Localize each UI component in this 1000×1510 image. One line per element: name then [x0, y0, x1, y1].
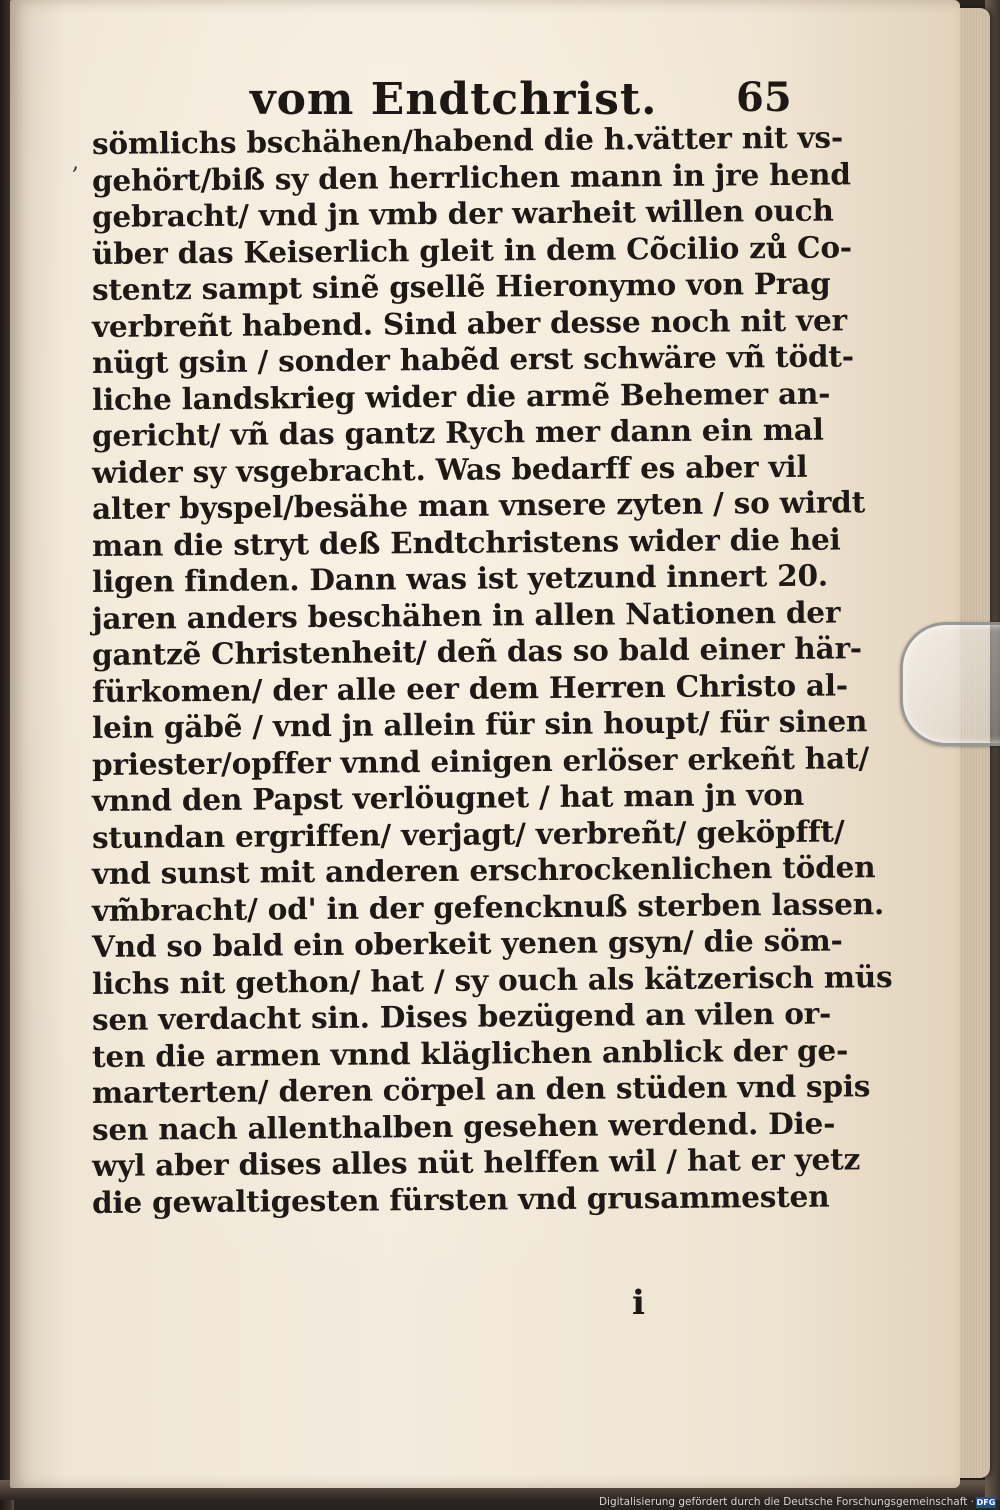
text-line: lein gäbẽ / vnd jn allein für sin houpt/ für sinen: [91, 703, 868, 745]
page-number: 65: [736, 74, 792, 121]
digitization-credit: Digitalisierung gefördert durch die Deutsche Forschungsgemeinschaft ·: [598, 1496, 974, 1508]
text-line: gebracht/ vnd jn vmb der warheit willen ouch: [91, 192, 834, 234]
book-page: [10, 0, 960, 1488]
text-line: gehört/biß sy den herrlichen mann in jre hend: [91, 155, 851, 198]
text-line: die gewaltigesten fürsten vnd grusammesten: [91, 1178, 830, 1220]
text-line: lichs nit gethon/ hat / sy ouch als kätzerisch müs: [91, 958, 893, 1001]
text-line: ligen finden. Dann was ist yetzund innert 20.: [91, 557, 829, 599]
text-line: alter byspel/besähe man vnsere zyten / so wirdt: [91, 484, 866, 526]
text-line: verbreñt habend. Sind aber desse noch nit ver: [91, 301, 848, 344]
dfg-logo: DFG: [976, 1498, 996, 1507]
text-line: fürkomen/ der alle eer dem Herren Christo al-: [91, 666, 849, 709]
text-line: priester/opffer vnnd einigen erlöser erkeñt hat/: [91, 739, 870, 782]
text-line: sen verdacht sin. Dises bezügend an vilen or-: [91, 995, 832, 1037]
text-line: vnd sunst mit anderen erschrockenlichen töden: [91, 849, 876, 891]
text-line: wyl aber dises alles nüt helffen wil / hat er yetz: [91, 1141, 861, 1183]
page-holder-clip: [900, 622, 1000, 746]
text-line: vnnd den Papst verlöugnet / hat man jn von: [91, 776, 805, 818]
page-body-text: [91, 119, 893, 1221]
text-line: gantzẽ Christenheit/ deñ das so bald einer här-: [91, 630, 863, 672]
running-head: vom Endtchrist.: [250, 74, 658, 125]
signature-mark: i: [632, 1283, 645, 1323]
text-line: jaren anders beschähen in allen Nationen der: [91, 593, 841, 636]
text-line: sen nach allenthalben gesehen werdend. Die-: [91, 1105, 836, 1147]
text-line: wider sy vsgebracht. Was bedarff es aber vil: [91, 448, 808, 490]
text-line: ten die armen vnnd kläglichen anblick der ge-: [91, 1031, 849, 1074]
text-line: liche landskrieg wider die armẽ Behemer an-: [91, 375, 831, 417]
text-line: stundan ergriffen/ verjagt/ verbreñt/ geköpfft/: [91, 812, 845, 855]
text-line: über das Keiserlich gleit in dem Cõcilio zů Co-: [91, 228, 853, 271]
text-line: man die stryt deß Endtchristens wider die hei: [91, 520, 841, 563]
margin-mark: ,: [72, 150, 79, 175]
text-line: sömlichs bschähen/habend die h.vätter nit vs-: [91, 119, 844, 161]
text-line: marterten/ deren cörpel an den stüden vnd spis: [91, 1068, 871, 1110]
text-line: stentz sampt sinẽ gsellẽ Hieronymo von Prag: [91, 265, 831, 307]
text-line: gericht/ vñ das gantz Rych mer dann ein mal: [91, 411, 824, 453]
text-line: vm̃bracht/ od' in der gefencknuß sterben lassen.: [91, 885, 885, 928]
text-line: nügt gsin / sonder habẽd erst schwäre vñ tödt-: [91, 338, 854, 380]
text-line: Vnd so bald ein oberkeit yenen gsyn/ die söm-: [91, 922, 843, 964]
